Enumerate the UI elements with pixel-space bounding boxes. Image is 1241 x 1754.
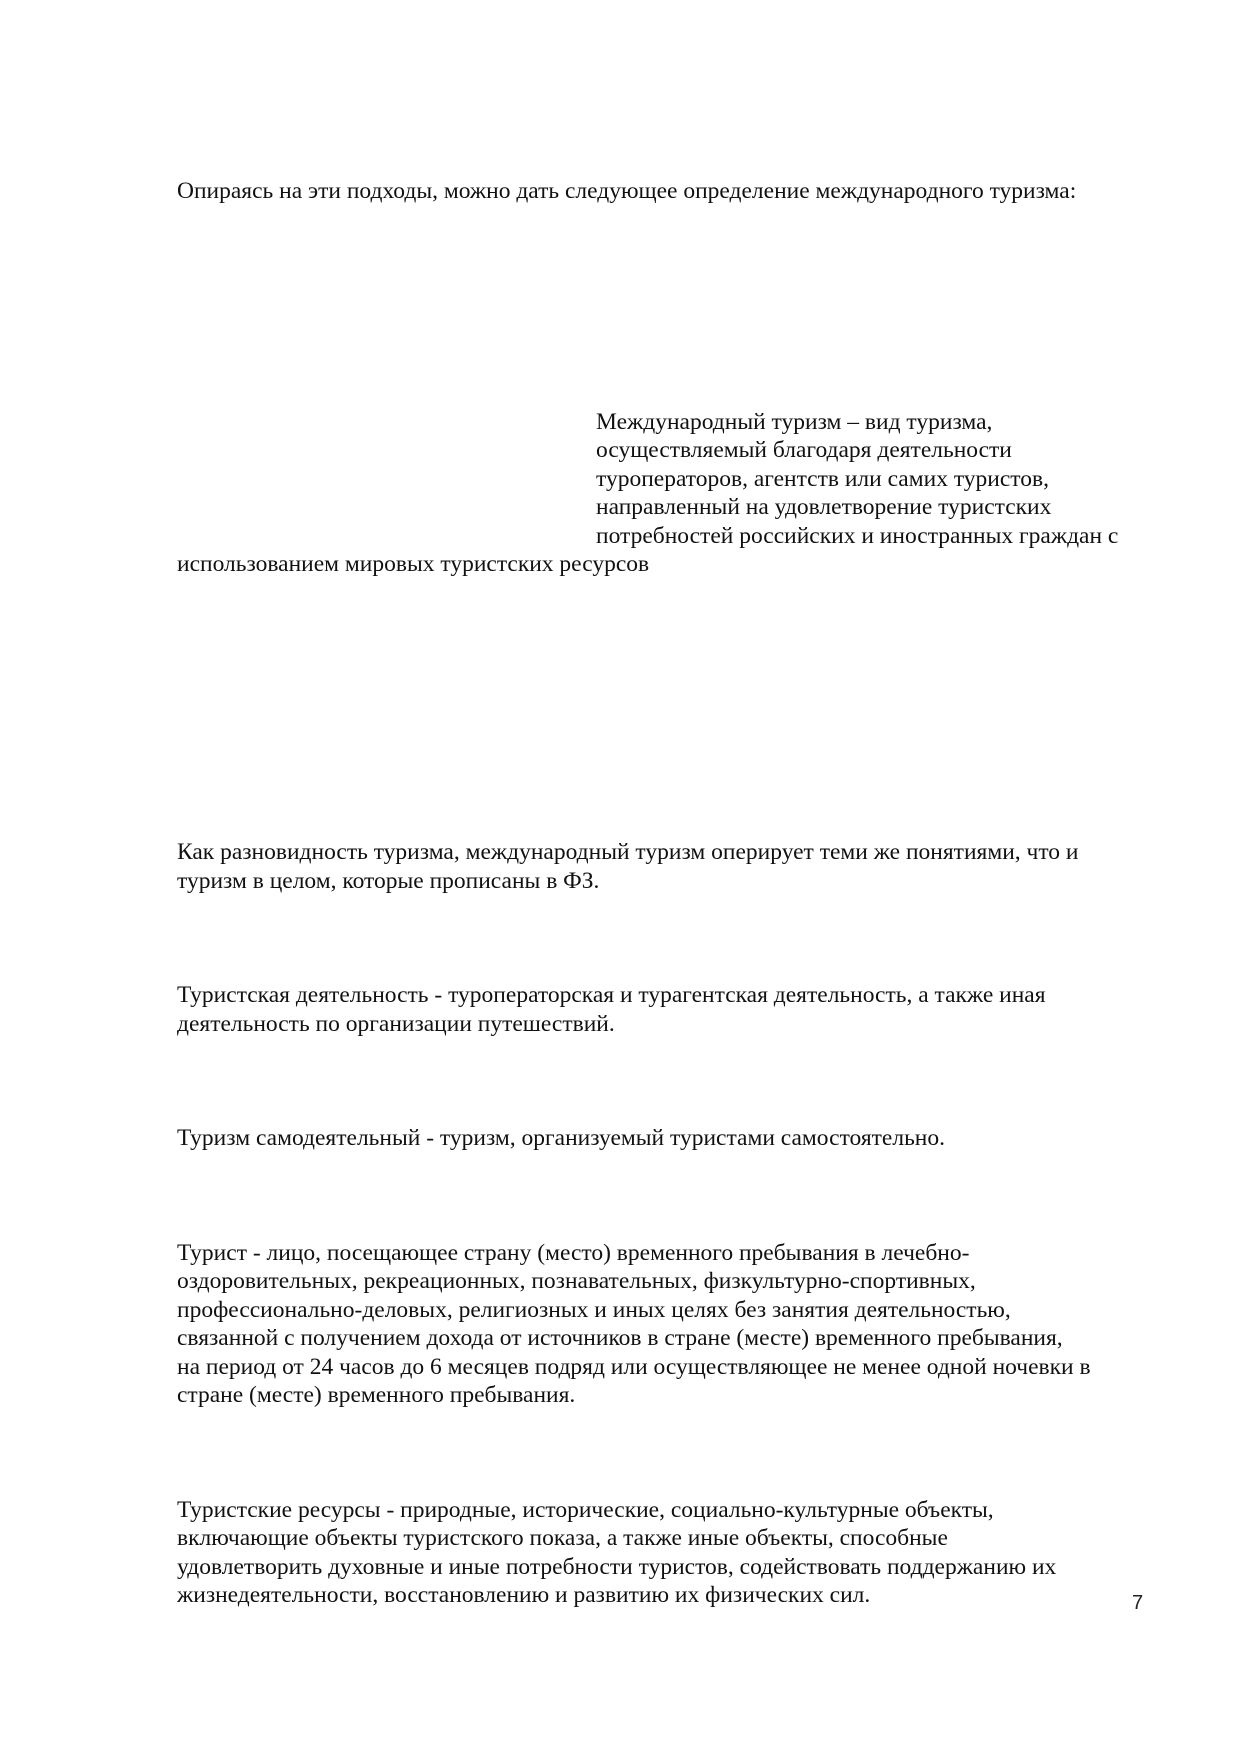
paragraph-line: Туристские ресурсы - природные, исторические, социально-культурные объекты, (177, 1497, 994, 1523)
paragraph-line: Туристская деятельность - туроператорская и турагентская деятельность, а также иная (177, 982, 1046, 1008)
definition-line: направленный на удовлетворение туристских (596, 494, 1052, 520)
definition-line: использованием мировых туристских ресурсов (177, 551, 650, 577)
paragraph-line: туризм в целом, которые прописаны в ФЗ. (177, 868, 600, 894)
paragraph-line: на период от 24 часов до 6 месяцев подряд или осуществляющее не менее одной ночевки в (177, 1354, 1091, 1380)
paragraph-line: связанной с получением дохода от источников в стране (месте) временного пребывания, (177, 1325, 1063, 1351)
definition-line: туроператоров, агентств или самих туристов, (596, 466, 1049, 492)
definition-line: Международный туризм – вид туризма, (596, 409, 993, 435)
intro-paragraph: Опираясь на эти подходы, можно дать следующее определение международного туризма: (177, 178, 1077, 204)
paragraph-line: деятельность по организации путешествий. (177, 1011, 615, 1037)
definition-line: осуществляемый благодаря деятельности (596, 437, 1012, 463)
self-tourism-paragraph: Туризм самодеятельный - туризм, организуемый туристами самостоятельно. (177, 1125, 945, 1151)
paragraph-line: жизнедеятельности, восстановлению и развитию их физических сил. (177, 1582, 871, 1608)
paragraph-line: удовлетворить духовные и иные потребности туристов, содействовать поддержанию их (177, 1554, 1057, 1580)
page-number: 7 (1132, 1592, 1144, 1614)
paragraph-line: включающие объекты туристского показа, а также иные объекты, способные (177, 1525, 948, 1551)
paragraph-line: профессионально-деловых, религиозных и иных целях без занятия деятельностью, (177, 1297, 1011, 1323)
paragraph-line: стране (месте) временного пребывания. (177, 1382, 576, 1408)
paragraph-line: оздоровительных, рекреационных, познавательных, физкультурно-спортивных, (177, 1268, 976, 1294)
definition-line: потребностей российских и иностранных граждан с (596, 523, 1119, 549)
paragraph-line: Турист - лицо, посещающее страну (место) временного пребывания в лечебно- (177, 1240, 970, 1266)
paragraph-line: Как разновидность туризма, международный туризм оперирует теми же понятиями, что и (177, 839, 1079, 865)
